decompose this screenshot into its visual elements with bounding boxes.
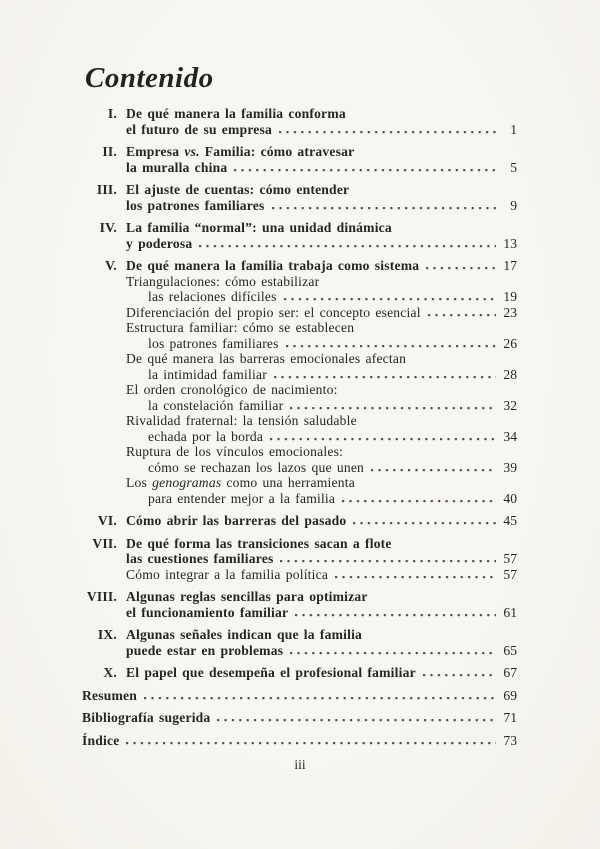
toc-entry [82,351,517,382]
toc-entry-numeral: II. [102,144,117,159]
toc-entry-page-number: 28 [503,366,517,382]
toc-entry-line: Resumen 69 [82,687,517,703]
toc-entry-numeral: IV. [99,220,117,235]
toc-entry-line: la constelación familiar 32 [148,397,517,413]
toc-entry-page-number: 32 [503,397,517,413]
dot-leader [280,551,496,567]
dot-leader [423,665,496,681]
toc-entry-line: Algunas señales indican que la familia [126,627,363,642]
toc-entry [82,536,517,567]
toc-entry [82,274,517,305]
toc-entry-line: Algunas reglas sencillas para optimizar [126,589,368,604]
toc-entry-numeral: III. [96,182,117,197]
dot-leader [217,710,496,726]
toc-entry-page-number: 57 [503,566,517,582]
toc-entry [82,475,517,506]
dot-leader [371,460,496,476]
toc-entry-numeral: VIII. [86,589,117,604]
dot-leader [272,198,497,214]
toc-entry-page-number: 26 [503,335,517,351]
toc-entry-line: Diferenciación del propio ser: el concepto esencial 23 [126,304,517,320]
toc-entry-line: Los genogramas como una herramienta [126,475,355,490]
toc-entry-numeral: V. [105,258,117,273]
toc-entry [82,106,517,137]
dot-leader [126,733,496,749]
dot-leader [426,258,496,274]
toc-entry [82,258,517,274]
toc-entry-page-number: 13 [503,235,517,251]
toc-entry-line: Rivalidad fraternal: la tensión saludable [126,413,357,428]
toc-entry [82,305,517,321]
toc-entry-line: De qué forma las transiciones sacan a flote [126,535,392,551]
dot-leader [295,605,496,621]
toc-entry-line: La familia “normal”: una unidad dinámica [126,220,392,235]
toc-entry-line: Empresa vs. Familia: cómo atravesar [126,144,355,159]
toc-entry-line: El papel que desempeña el profesional familiar 67 [126,665,517,680]
toc-list [82,106,517,748]
dot-leader [234,160,496,176]
toc-entry-line: los patrones familiares 26 [148,335,517,351]
toc-entry-numeral: X. [103,665,117,680]
toc-entry-line: Cómo abrir las barreras del pasado 45 [126,513,517,528]
toc-entry-line: cómo se rechazan los lazos que unen 39 [148,459,517,475]
toc-entry-line: Bibliografía sugerida 71 [82,710,517,725]
dot-leader [144,688,496,704]
toc-entry-line: el funcionamiento familiar 61 [126,604,517,620]
toc-entry [82,627,517,658]
toc-entry [82,513,517,529]
toc-entry-line: la muralla china 5 [126,159,517,175]
toc-entry-line: De qué manera la familia conforma [126,106,346,121]
toc-entry [82,382,517,413]
dot-leader [286,336,496,352]
page-title: Contenido [85,62,214,94]
toc-entry-page-number: 19 [503,289,517,304]
dot-leader [290,643,496,659]
toc-entry-line: puede estar en problemas 65 [126,642,517,658]
toc-entry-line: echada por la borda 34 [148,428,517,444]
toc-entry-line: El ajuste de cuentas: cómo entender [126,182,350,197]
toc-entry-numeral: VI. [97,513,117,528]
toc-entry-line: las cuestiones familiares 57 [126,551,517,566]
toc-entry-numeral: VII. [92,535,117,551]
toc-entry [82,710,517,726]
toc-entry [82,665,517,681]
toc-entry-line: el futuro de su empresa 1 [126,121,517,137]
toc-entry [82,144,517,175]
dot-leader [199,236,496,252]
toc-entry-line: Índice 73 [82,732,517,748]
toc-entry-line: Cómo integrar a la familia política 57 [126,566,517,582]
page-number-footer: iii [294,757,306,772]
toc-entry-line: las relaciones difíciles 19 [148,289,517,304]
toc-entry-line: para entender mejor a la familia 40 [148,490,517,506]
toc-entry [82,589,517,620]
toc-entry-page-number: 71 [503,710,517,725]
dot-leader [335,567,496,583]
toc-entry-line: Ruptura de los vínculos emocionales: [126,444,344,459]
toc-entry-page-number: 39 [503,459,517,475]
dot-leader [290,398,496,414]
dot-leader [342,491,496,507]
toc-entry-page-number: 67 [503,665,517,680]
toc-entry-line: la intimidad familiar 28 [148,366,517,382]
toc-entry-page-number: 69 [503,687,517,703]
toc-entry-page-number: 40 [503,490,517,506]
dot-leader [270,429,496,445]
toc-entry [82,413,517,444]
toc-entry [82,567,517,583]
toc-entry [82,320,517,351]
toc-entry-line: De qué manera las barreras emocionales afectan [126,351,407,366]
dot-leader [428,305,496,321]
toc-entry-line: los patrones familiares 9 [126,197,517,213]
toc-entry-page-number: 45 [503,513,517,528]
toc-entry-page-number: 65 [503,642,517,658]
dot-leader [279,122,496,138]
toc-entry [82,733,517,749]
toc-entry-page-number: 17 [503,258,517,273]
toc-entry-page-number: 5 [510,159,517,175]
toc-entry-line: El orden cronológico de nacimiento: [126,382,338,397]
dot-leader [274,367,496,383]
toc-entry [82,688,517,704]
toc-entry-page-number: 1 [510,121,517,137]
toc-entry-page-number: 61 [503,604,517,620]
toc-entry-line: Triangulaciones: cómo estabilizar [126,273,320,289]
toc-entry-page-number: 73 [503,732,517,748]
toc-entry-numeral: I. [107,106,117,121]
dot-leader [353,513,496,529]
toc-entry-numeral: IX. [97,627,117,642]
toc-entry-page-number: 23 [503,304,517,320]
toc-entry-page-number: 57 [503,551,517,566]
toc-entry-line: De qué manera la familia trabaja como sistema 17 [126,258,517,273]
toc-entry-line: y poderosa 13 [126,235,517,251]
toc-entry [82,220,517,251]
toc-entry-page-number: 9 [510,197,517,213]
dot-leader [284,289,496,305]
toc-entry [82,182,517,213]
toc-entry-page-number: 34 [503,428,517,444]
toc-entry [82,444,517,475]
toc-entry-line: Estructura familiar: cómo se establecen [126,320,355,335]
